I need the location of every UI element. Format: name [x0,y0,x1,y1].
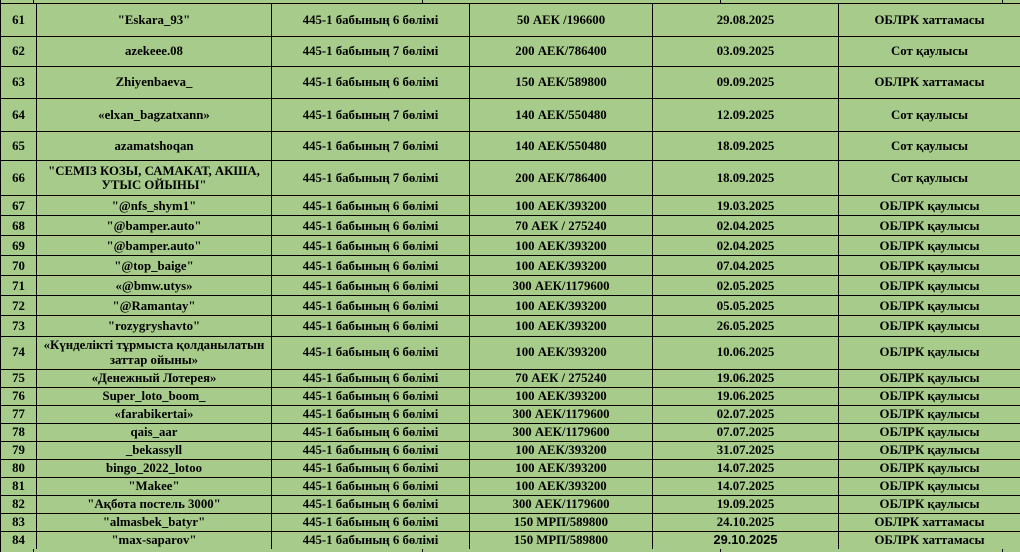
decision-date-cell: 19.09.2025 [653,495,839,513]
document-type-cell: ОБЛРК қаулысы [839,423,1020,441]
row-number-cell: 67 [1,196,37,216]
decision-date-cell: 14.07.2025 [653,477,839,495]
document-type-cell: ОБЛРК хаттамасы [839,531,1020,549]
document-type-cell: ОБЛРК хаттамасы [839,513,1020,531]
row-number-cell: 72 [1,296,37,316]
fine-amount-cell: 100 АЕК/393200 [470,387,653,405]
article-section-cell: 445-1 бабының 6 бөлімі [272,4,470,37]
decision-date-cell: 02.04.2025 [653,216,839,236]
article-section-cell: 445-1 бабының 6 бөлімі [272,369,470,387]
account-name-cell: "@Ramantay" [37,296,272,316]
table-row [1,256,1020,276]
article-section-cell: 445-1 бабының 6 бөлімі [272,216,470,236]
account-name-cell: "Makee" [37,477,272,495]
fine-amount-cell: 200 АЕК/786400 [470,161,653,196]
decision-date-cell: 05.05.2025 [653,296,839,316]
table-row [1,132,1020,161]
fine-amount-cell: 100 АЕК/393200 [470,477,653,495]
article-section-cell: 445-1 бабының 6 бөлімі [272,236,470,256]
account-name-cell: «Денежный Лотерея» [37,369,272,387]
table-row [1,296,1020,316]
fine-amount-cell: 300 АЕК/1179600 [470,276,653,296]
decision-date-cell: 03.09.2025 [653,37,839,67]
table-row [1,336,1020,369]
article-section-cell: 445-1 бабының 6 бөлімі [272,423,470,441]
table-row [1,369,1020,387]
table-row [1,513,1020,531]
article-section-cell: 445-1 бабының 6 бөлімі [272,495,470,513]
article-section-cell: 445-1 бабының 6 бөлімі [272,459,470,477]
row-number-cell: 68 [1,216,37,236]
row-number-cell: 79 [1,441,37,459]
account-name-cell: azekeee.08 [37,37,272,67]
account-name-cell: "@top_baige" [37,256,272,276]
row-number-cell: 62 [1,37,37,67]
row-number-cell: 73 [1,316,37,336]
decision-date-cell: 02.07.2025 [653,405,839,423]
account-name-cell: "Eskara_93" [37,4,272,37]
document-type-cell: ОБЛРК қаулысы [839,196,1020,216]
account-name-cell: «farabikertai» [37,405,272,423]
account-name-cell: qais_aar [37,423,272,441]
article-section-cell: 445-1 бабының 6 бөлімі [272,256,470,276]
table-row [1,405,1020,423]
account-name-cell: azamatshoqan [37,132,272,161]
article-section-cell: 445-1 бабының 7 бөлімі [272,99,470,132]
table-row [1,196,1020,216]
row-number-cell: 77 [1,405,37,423]
fine-amount-cell: 50 АЕК /196600 [470,4,653,37]
document-type-cell: ОБЛРК қаулысы [839,477,1020,495]
account-name-cell: "rozygryshavto" [37,316,272,336]
row-number-cell: 84 [1,531,37,549]
table-row [1,423,1020,441]
fine-amount-cell: 70 АЕК / 275240 [470,369,653,387]
document-type-cell: Сот қаулысы [839,99,1020,132]
row-number-cell: 70 [1,256,37,276]
fine-amount-cell: 100 АЕК/393200 [470,296,653,316]
table-row [1,161,1020,196]
row-number-cell: 66 [1,161,37,196]
decision-date-cell: 24.10.2025 [653,513,839,531]
article-section-cell: 445-1 бабының 6 бөлімі [272,441,470,459]
article-section-cell: 445-1 бабының 6 бөлімі [272,405,470,423]
document-type-cell: ОБЛРК қаулысы [839,236,1020,256]
article-section-cell: 445-1 бабының 6 бөлімі [272,531,470,549]
article-section-cell: 445-1 бабының 6 бөлімі [272,513,470,531]
table-row [1,531,1020,549]
document-type-cell: ОБЛРК қаулысы [839,336,1020,369]
account-name-cell: "@nfs_shym1" [37,196,272,216]
decision-date-cell: 14.07.2025 [653,459,839,477]
account-name-cell: "Ақбота постель 3000" [37,495,272,513]
fine-amount-cell: 300 АЕК/1179600 [470,405,653,423]
fine-amount-cell: 300 АЕК/1179600 [470,423,653,441]
document-type-cell: ОБЛРК хаттамасы [839,67,1020,99]
account-name-cell: «Күнделікті тұрмыста қолданылатын заттар ойыны» [37,336,272,369]
fine-amount-cell: 140 АЕК/550480 [470,99,653,132]
document-type-cell: ОБЛРК қаулысы [839,276,1020,296]
fine-amount-cell: 100 АЕК/393200 [470,336,653,369]
decision-date-cell: 19.03.2025 [653,196,839,216]
document-type-cell: ОБЛРК қаулысы [839,441,1020,459]
article-section-cell: 445-1 бабының 6 бөлімі [272,276,470,296]
account-name-cell: Zhiyenbaeva_ [37,67,272,99]
decision-date-cell: 12.09.2025 [653,99,839,132]
document-type-cell: ОБЛРК хаттамасы [839,4,1020,37]
document-type-cell: Сот қаулысы [839,132,1020,161]
table-row [1,67,1020,99]
row-number-cell: 61 [1,4,37,37]
fine-amount-cell: 70 АЕК / 275240 [470,216,653,236]
table-row [1,236,1020,256]
decision-date-cell: 02.05.2025 [653,276,839,296]
table-row [1,276,1020,296]
fine-amount-cell: 200 АЕК/786400 [470,37,653,67]
fine-amount-cell: 100 АЕК/393200 [470,441,653,459]
table-row [1,37,1020,67]
table-row [1,4,1020,37]
decision-date-cell: 19.06.2025 [653,387,839,405]
row-number-cell: 64 [1,99,37,132]
article-section-cell: 445-1 бабының 6 бөлімі [272,316,470,336]
article-section-cell: 445-1 бабының 6 бөлімі [272,196,470,216]
row-number-cell: 82 [1,495,37,513]
table-row [1,387,1020,405]
table-row [1,459,1020,477]
account-name-cell: _bekassyll [37,441,272,459]
document-type-cell: ОБЛРК қаулысы [839,216,1020,236]
fine-amount-cell: 100 АЕК/393200 [470,196,653,216]
article-section-cell: 445-1 бабының 6 бөлімі [272,336,470,369]
table-row [1,477,1020,495]
row-number-cell: 63 [1,67,37,99]
decision-date-cell: 07.04.2025 [653,256,839,276]
table-row [1,441,1020,459]
table-row [1,316,1020,336]
row-number-cell: 74 [1,336,37,369]
row-number-cell: 78 [1,423,37,441]
account-name-cell: Super_loto_boom_ [37,387,272,405]
fine-amount-cell: 150 АЕК/589800 [470,67,653,99]
decision-date-cell: 02.04.2025 [653,236,839,256]
fine-amount-cell: 100 АЕК/393200 [470,459,653,477]
row-number-cell: 71 [1,276,37,296]
table-row [1,99,1020,132]
document-type-cell: ОБЛРК қаулысы [839,256,1020,276]
decision-date-cell: 31.07.2025 [653,441,839,459]
document-type-cell: ОБЛРК қаулысы [839,387,1020,405]
row-number-cell: 80 [1,459,37,477]
row-number-cell: 83 [1,513,37,531]
account-name-cell: "@bamper.auto" [37,216,272,236]
table-row [1,495,1020,513]
document-type-cell: ОБЛРК қаулысы [839,495,1020,513]
decision-date-cell: 09.09.2025 [653,67,839,99]
document-type-cell: ОБЛРК қаулысы [839,459,1020,477]
article-section-cell: 445-1 бабының 6 бөлімі [272,477,470,495]
article-section-cell: 445-1 бабының 6 бөлімі [272,67,470,99]
article-section-cell: 445-1 бабының 7 бөлімі [272,161,470,196]
account-name-cell: "СЕМІЗ КОЗЫ, САМАКАТ, АКША, УТЫС ОЙЫНЫ" [37,161,272,196]
decision-date-cell: 26.05.2025 [653,316,839,336]
document-type-cell: ОБЛРК қаулысы [839,296,1020,316]
decision-date-cell: 19.06.2025 [653,369,839,387]
account-name-cell: bingo_2022_lotoo [37,459,272,477]
fine-amount-cell: 100 АЕК/393200 [470,256,653,276]
fine-amount-cell: 150 МРП/589800 [470,513,653,531]
account-name-cell: "@bamper.auto" [37,236,272,256]
account-name-cell: «elxan_bagzatxann» [37,99,272,132]
article-section-cell: 445-1 бабының 7 бөлімі [272,132,470,161]
row-number-cell: 65 [1,132,37,161]
account-name-cell: «@bmw.utys» [37,276,272,296]
article-section-cell: 445-1 бабының 7 бөлімі [272,37,470,67]
decision-date-cell: 29.10.2025 [653,531,839,549]
document-type-cell: Сот қаулысы [839,37,1020,67]
decision-date-cell: 18.09.2025 [653,132,839,161]
row-number-cell: 81 [1,477,37,495]
account-name-cell: "almasbek_batyr" [37,513,272,531]
table-row [1,216,1020,236]
account-name-cell: "max-saparov" [37,531,272,549]
fines-table [0,3,1020,550]
fine-amount-cell: 300 АЕК/1179600 [470,495,653,513]
fine-amount-cell: 100 АЕК/393200 [470,236,653,256]
row-number-cell: 75 [1,369,37,387]
decision-date-cell: 10.06.2025 [653,336,839,369]
decision-date-cell: 18.09.2025 [653,161,839,196]
decision-date-cell: 29.08.2025 [653,4,839,37]
fine-amount-cell: 150 МРП/589800 [470,531,653,549]
decision-date-cell: 07.07.2025 [653,423,839,441]
row-number-cell: 76 [1,387,37,405]
document-type-cell: Сот қаулысы [839,161,1020,196]
row-number-cell: 69 [1,236,37,256]
document-type-cell: ОБЛРК қаулысы [839,369,1020,387]
document-type-cell: ОБЛРК қаулысы [839,405,1020,423]
document-type-cell: ОБЛРК қаулысы [839,316,1020,336]
article-section-cell: 445-1 бабының 6 бөлімі [272,296,470,316]
article-section-cell: 445-1 бабының 6 бөлімі [272,387,470,405]
fine-amount-cell: 100 АЕК/393200 [470,316,653,336]
fine-amount-cell: 140 АЕК/550480 [470,132,653,161]
